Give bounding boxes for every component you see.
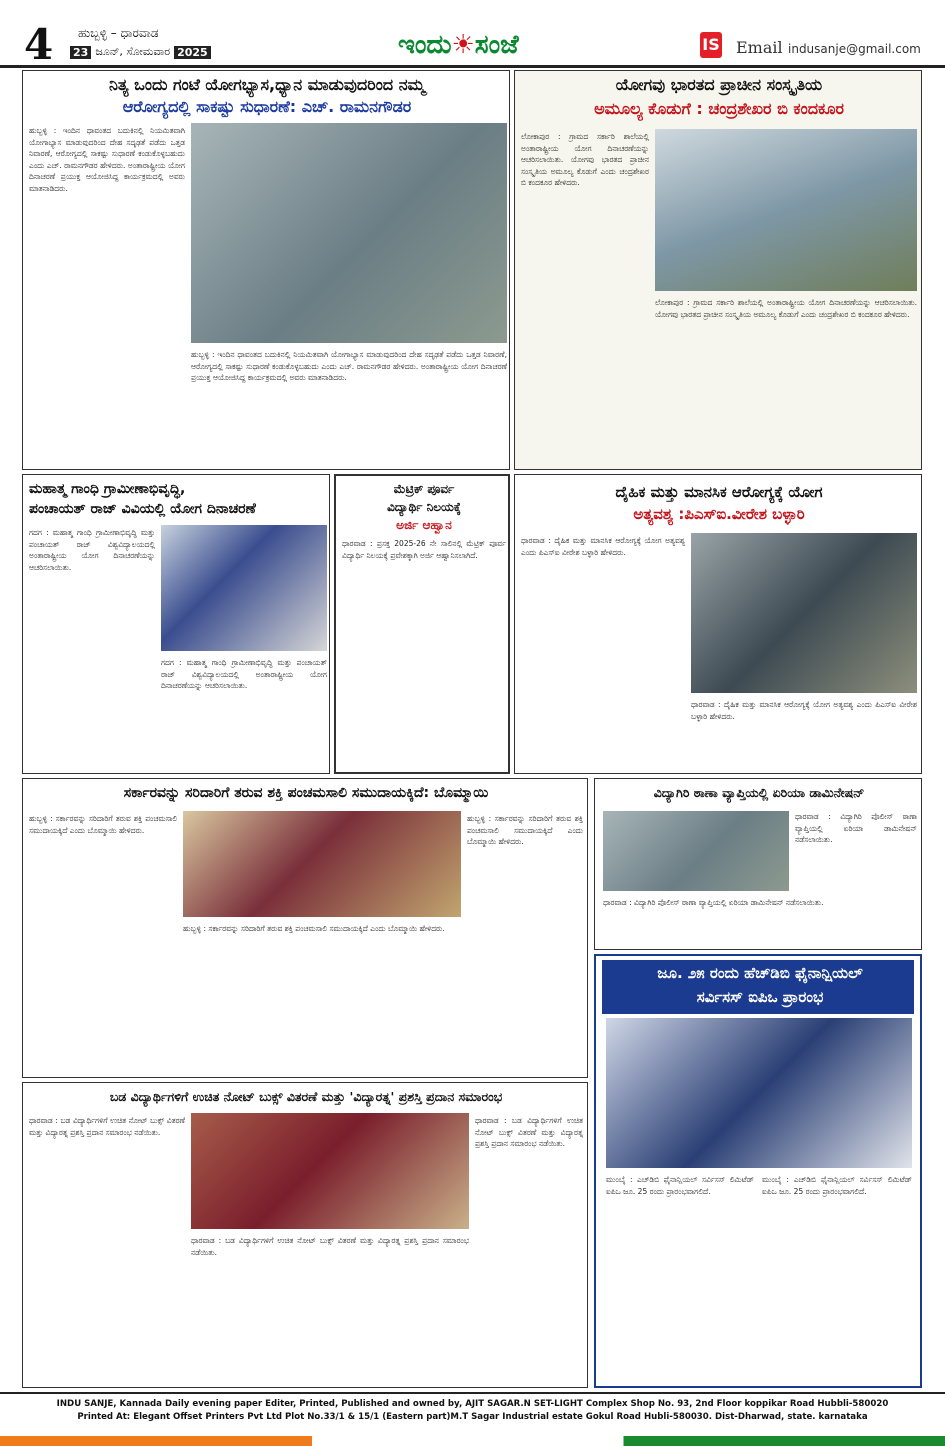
article-body: ಹುಬ್ಬಳ್ಳಿ : ಸರ್ಕಾರವನ್ನು ಸರಿದಾರಿಗೆ ತರುವ ಶಕ್ತಿ ಪಂಚಮಸಾಲಿ ಸಮುದಾಯಕ್ಕಿದೆ ಎಂದು ಬೊಮ್ಮಾಯಿ ಹೇಳಿದರು. <box>467 814 583 846</box>
group-photo <box>691 533 917 693</box>
felicitation-photo <box>183 811 461 917</box>
article-headline: ಯೋಗವು ಭಾರತದ ಪ್ರಾಚೀನ ಸಂಸ್ಕೃತಿಯ <box>615 75 823 94</box>
yoga-session-photo <box>191 123 507 343</box>
article-headline: ಬಡ ವಿದ್ಯಾರ್ಥಿಗಳಿಗೆ ಉಚಿತ ನೋಟ್ ಬುಕ್ಸ್ ವಿತರಣೆ ಮತ್ತು 'ವಿದ್ಯಾರತ್ನ' ಪ್ರಶಸ್ತಿ ಪ್ರದಾನ ಸಮಾರಂಭ <box>109 1089 503 1104</box>
article-body: ಹುಬ್ಬಳ್ಳಿ : ಇಂದಿನ ಧಾವಂತದ ಬದುಕಿನಲ್ಲಿ ನಿಯಮಿತವಾಗಿ ಯೋಗಾಭ್ಯಾಸ ಮಾಡುವುದರಿಂದ ದೇಹ ಸದೃಢತೆ ಪಡೆದು ಒತ್ತಡ ನಿವಾರಣೆ, ಆರೋಗ್ಯದಲ್ಲಿ ಸಾಕಷ್ಟು ಸುಧಾರಣೆ ಕಂಡುಕೊಳ್ಳಬಹುದು ಎಂದು ಎಚ್. ರಾಮನಗೌಡರ ಹೇಳಿದರು. ಅಂತಾರಾಷ್ಟ್ರೀಯ ಯೋಗ ದಿನಾಚರಣೆ ಪ್ರಯುಕ್ತ ಆಯೋಜಿಸಿದ್ದ ಕಾರ್ಯಕ್ರಮದಲ್ಲಿ ಅವರು ಮಾತನಾಡಿದರು. <box>29 126 185 193</box>
sun-icon: ☀ <box>451 30 475 60</box>
article-headline: ಸರ್ವಿಸಸ್ ಐಪಿಒ ಪ್ರಾರಂಭ <box>696 988 824 1006</box>
article-headline: ನಿತ್ಯ ಒಂದು ಗಂಟೆ ಯೋಗಭ್ಯಾಸ,ಧ್ಯಾನ ಮಾಡುವುದರಿಂದ ನಮ್ಮ <box>108 75 425 94</box>
date-text: ಜೂನ್, ಸೋಮವಾರ <box>95 45 171 58</box>
article-hdb-ipo <box>594 954 922 1388</box>
stage-event-photo <box>161 525 327 651</box>
article-headline: ವಿದ್ಯಾಗಿರಿ ಠಾಣಾ ವ್ಯಾಪ್ತಿಯಲ್ಲಿ ಏರಿಯಾ ಡಾಮಿನೇಷನ್ <box>653 785 865 800</box>
article-body: ಹುಬ್ಬಳ್ಳಿ : ಇಂದಿನ ಧಾವಂತದ ಬದುಕಿನಲ್ಲಿ ನಿಯಮಿತವಾಗಿ ಯೋಗಾಭ್ಯಾಸ ಮಾಡುವುದರಿಂದ ದೇಹ ಸದೃಢತೆ ಪಡೆದು ಒತ್ತಡ ನಿವಾರಣೆ, ಆರೋಗ್ಯದಲ್ಲಿ ಸಾಕಷ್ಟು ಸುಧಾರಣೆ ಕಂಡುಕೊಳ್ಳಬಹುದು ಎಂದು ಎಚ್. ರಾಮನಗೌಡರ ಹೇಳಿದರು. ಅಂತಾರಾಷ್ಟ್ರೀಯ ಯೋಗ ದಿನಾಚರಣೆ ಪ್ರಯುಕ್ತ ಆಯೋಜಿಸಿದ್ದ ಕಾರ್ಯಕ್ರಮದಲ್ಲಿ ಅವರು ಮಾತನಾಡಿದರು. <box>191 350 507 382</box>
article-body: ಹುಬ್ಬಳ್ಳಿ : ಸರ್ಕಾರವನ್ನು ಸರಿದಾರಿಗೆ ತರುವ ಶಕ್ತಿ ಪಂಚಮಸಾಲಿ ಸಮುದಾಯಕ್ಕಿದೆ ಎಂದು ಬೊಮ್ಮಾಯಿ ಹೇಳಿದರು. <box>29 814 177 835</box>
students-yoga-photo <box>655 129 917 291</box>
article-body: ಮುಂಬೈ : ಎಚ್‌ಡಿಬಿ ಫೈನಾನ್ಷಿಯಲ್ ಸರ್ವಿಸಸ್ ಲಿಮಿಟೆಡ್ ಐಪಿಒ ಜೂ. 25 ರಂದು ಪ್ರಾರಂಭವಾಗಲಿದೆ. <box>762 1175 912 1196</box>
article-yoga-ramanagoudar <box>22 70 510 470</box>
masthead <box>0 0 945 68</box>
edition-date <box>70 44 211 60</box>
article-hostel-application <box>334 474 510 774</box>
article-body: ಧಾರವಾಡ : ಪ್ರಸಕ್ತ 2025-26 ನೇ ಸಾಲಿನಲ್ಲಿ ಮೆಟ್ರಿಕ್ ಪೂರ್ವ ವಿದ್ಯಾರ್ಥಿ ನಿಲಯಕ್ಕೆ ಪ್ರವೇಶಕ್ಕಾಗಿ ಅರ್ಜಿ ಆಹ್ವಾನಿಸಲಾಗಿದೆ. <box>342 539 506 560</box>
article-headline: ದೈಹಿಕ ಮತ್ತು ಮಾನಸಿಕ ಆರೋಗ್ಯಕ್ಕೆ ಯೋಗ <box>615 483 823 501</box>
newspaper-logo: ಇಂದು☀ಸಂಜೆ <box>398 30 519 60</box>
article-headline: ಸರ್ಕಾರವನ್ನು ಸರಿದಾರಿಗೆ ತರುವ ಶಕ್ತಿ ಪಂಚಮಸಾಲಿ ಸಮುದಾಯಕ್ಕಿದೆ: ಬೊಮ್ಮಾಯಿ <box>123 785 489 801</box>
article-headline: ಅರ್ಜಿ ಆಹ್ವಾನ <box>396 518 452 532</box>
article-headline: ವಿದ್ಯಾರ್ಥಿ ನಿಲಯಕ್ಕೆ <box>387 500 461 514</box>
article-yoga-kandakoor <box>514 70 922 470</box>
article-headline: ಪಂಚಾಯತ್ ರಾಜ್ ವಿವಿಯಲ್ಲಿ ಯೋಗ ದಿನಾಚರಣೆ <box>29 501 256 517</box>
article-body: ಧಾರವಾಡ : ದೈಹಿಕ ಮತ್ತು ಮಾನಸಿಕ ಆರೋಗ್ಯಕ್ಕೆ ಯೋಗ ಅತ್ಯವಶ್ಯ ಎಂದು ಪಿಎಸ್‌ಐ ವೀರೇಶ ಬಳ್ಳಾರಿ ಹೇಳಿದರು. <box>521 536 685 557</box>
award-ceremony-photo <box>191 1113 469 1229</box>
article-headline: ಜೂ. ೨೫ ರಂದು ಹೆಚ್‌ಡಿಬಿ ಫೈನಾನ್ಷಿಯಲ್ <box>657 964 863 982</box>
email-label: Email <box>736 38 783 57</box>
article-body: ಧಾರವಾಡ : ವಿದ್ಯಾಗಿರಿ ಪೊಲೀಸ್ ಠಾಣಾ ವ್ಯಾಪ್ತಿಯಲ್ಲಿ ಏರಿಯಾ ಡಾಮಿನೇಷನ್ ನಡೆಸಲಾಯಿತು. <box>795 812 917 844</box>
article-body: ಧಾರವಾಡ : ಬಡ ವಿದ್ಯಾರ್ಥಿಗಳಿಗೆ ಉಚಿತ ನೋಟ್ ಬುಕ್ಸ್ ವಿತರಣೆ ಮತ್ತು ವಿದ್ಯಾರತ್ನ ಪ್ರಶಸ್ತಿ ಪ್ರದಾನ ಸಮಾರಂಭ ನಡೆಯಿತು. <box>191 1236 469 1257</box>
article-area-domination <box>594 778 922 950</box>
article-body: ಹುಬ್ಬಳ್ಳಿ : ಸರ್ಕಾರವನ್ನು ಸರಿದಾರಿಗೆ ತರುವ ಶಕ್ತಿ ಪಂಚಮಸಾಲಿ ಸಮುದಾಯಕ್ಕಿದೆ ಎಂದು ಬೊಮ್ಮಾಯಿ ಹೇಳಿದರು. <box>183 924 445 933</box>
date-year: 2025 <box>174 46 211 59</box>
imprint-footer <box>0 1392 945 1432</box>
edition-place: ಹುಬ್ಬಳ್ಳಿ – ಧಾರವಾಡ <box>78 26 159 40</box>
date-day: 23 <box>70 46 91 59</box>
article-panchamasali-bommai <box>22 778 588 1078</box>
article-body: ಧಾರವಾಡ : ಬಡ ವಿದ್ಯಾರ್ಥಿಗಳಿಗೆ ಉಚಿತ ನೋಟ್ ಬುಕ್ಸ್ ವಿತರಣೆ ಮತ್ತು ವಿದ್ಯಾರತ್ನ ಪ್ರಶಸ್ತಿ ಪ್ರದಾನ ಸಮಾರಂಭ ನಡೆಯಿತು. <box>475 1116 583 1148</box>
article-headline: ಅಮೂಲ್ಯ ಕೊಡುಗೆ : ಚಂದ್ರಶೇಖರ ಬಿ ಕಂದಕೂರ <box>594 99 844 118</box>
brand-icon: IS <box>700 32 722 58</box>
article-body: ಧಾರವಾಡ : ವಿದ್ಯಾಗಿರಿ ಪೊಲೀಸ್ ಠಾಣಾ ವ್ಯಾಪ್ತಿಯಲ್ಲಿ ಏರಿಯಾ ಡಾಮಿನೇಷನ್ ನಡೆಸಲಾಯಿತು. <box>603 898 824 907</box>
tricolor-stripe <box>0 1436 945 1446</box>
imprint-line-2: Printed At: Elegant Offset Printers Pvt Ltd Plot No.33/1 & 15/1 (Eastern part)M.T Sagar Industrial estate Gokul Road Hubli-580030. Dist-Dharwad, state. karnataka <box>77 1412 868 1422</box>
article-psi-veeresh <box>514 474 922 774</box>
article-headline: ಆರೋಗ್ಯದಲ್ಲಿ ಸಾಕಷ್ಟು ಸುಧಾರಣೆ: ಎಚ್. ರಾಮನಗೌಡರ <box>122 97 412 116</box>
article-body: ಧಾರವಾಡ : ಬಡ ವಿದ್ಯಾರ್ಥಿಗಳಿಗೆ ಉಚಿತ ನೋಟ್ ಬುಕ್ಸ್ ವಿತರಣೆ ಮತ್ತು ವಿದ್ಯಾರತ್ನ ಪ್ರಶಸ್ತಿ ಪ್ರದಾನ ಸಮಾರಂಭ ನಡೆಯಿತು. <box>29 1116 185 1137</box>
article-body: ಗದಗ : ಮಹಾತ್ಮ ಗಾಂಧಿ ಗ್ರಾಮೀಣಾಭಿವೃದ್ಧಿ ಮತ್ತು ಪಂಚಾಯತ್ ರಾಜ್ ವಿಶ್ವವಿದ್ಯಾಲಯದಲ್ಲಿ ಅಂತಾರಾಷ್ಟ್ರೀಯ ಯೋಗ ದಿನಾಚರಣೆಯನ್ನು ಆಚರಿಸಲಾಯಿತು. <box>161 658 327 690</box>
hdb-executives-photo <box>606 1018 912 1168</box>
imprint-line-1: INDU SANJE, Kannada Daily evening paper Editer, Printed, Published and owned by, AJIT SAGAR.N SET-LIGHT Complex Shop No. 93, 2nd Floor koppikar Road Hubbli-580020 <box>56 1399 889 1409</box>
article-body: ಲೋಕಾಪುರ : ಗ್ರಾಮದ ಸರ್ಕಾರಿ ಶಾಲೆಯಲ್ಲಿ ಅಂತಾರಾಷ್ಟ್ರೀಯ ಯೋಗ ದಿನಾಚರಣೆಯನ್ನು ಆಚರಿಸಲಾಯಿತು. ಯೋಗವು ಭಾರತದ ಪ್ರಾಚೀನ ಸಂಸ್ಕೃತಿಯ ಅಮೂಲ್ಯ ಕೊಡುಗೆ ಎಂದು ಚಂದ್ರಶೇಖರ ಬಿ ಕಂದಕೂರ ಹೇಳಿದರು. <box>521 132 649 187</box>
article-headline: ಮೆಟ್ರಿಕ್ ಪೂರ್ವ <box>393 482 455 496</box>
article-body: ಧಾರವಾಡ : ದೈಹಿಕ ಮತ್ತು ಮಾನಸಿಕ ಆರೋಗ್ಯಕ್ಕೆ ಯೋಗ ಅತ್ಯವಶ್ಯ ಎಂದು ಪಿಎಸ್‌ಐ ವೀರೇಶ ಬಳ್ಳಾರಿ ಹೇಳಿದರು. <box>691 700 917 721</box>
article-body: ಲೋಕಾಪುರ : ಗ್ರಾಮದ ಸರ್ಕಾರಿ ಶಾಲೆಯಲ್ಲಿ ಅಂತಾರಾಷ್ಟ್ರೀಯ ಯೋಗ ದಿನಾಚರಣೆಯನ್ನು ಆಚರಿಸಲಾಯಿತು. ಯೋಗವು ಭಾರತದ ಪ್ರಾಚೀನ ಸಂಸ್ಕೃತಿಯ ಅಮೂಲ್ಯ ಕೊಡುಗೆ ಎಂದು ಚಂದ್ರಶೇಖರ ಬಿ ಕಂದಕೂರ ಹೇಳಿದರು. <box>655 298 917 319</box>
article-body: ಗದಗ : ಮಹಾತ್ಮ ಗಾಂಧಿ ಗ್ರಾಮೀಣಾಭಿವೃದ್ಧಿ ಮತ್ತು ಪಂಚಾಯತ್ ರಾಜ್ ವಿಶ್ವವಿದ್ಯಾಲಯದಲ್ಲಿ ಅಂತಾರಾಷ್ಟ್ರೀಯ ಯೋಗ ದಿನಾಚರಣೆಯನ್ನು ಆಚರಿಸಲಾಯಿತು. <box>29 528 155 572</box>
article-headline: ಮಹಾತ್ಮ ಗಾಂಧಿ ಗ್ರಾಮೀಣಾಭಿವೃದ್ಧಿ, <box>29 481 186 497</box>
page-number: 4 <box>24 20 54 69</box>
article-rdpr-university-yoga <box>22 474 330 774</box>
article-body: ಮುಂಬೈ : ಎಚ್‌ಡಿಬಿ ಫೈನಾನ್ಷಿಯಲ್ ಸರ್ವಿಸಸ್ ಲಿಮಿಟೆಡ್ ಐಪಿಒ ಜೂ. 25 ರಂದು ಪ್ರಾರಂಭವಾಗಲಿದೆ. <box>606 1175 754 1196</box>
police-meeting-photo <box>603 811 789 891</box>
article-headline: ಅತ್ಯವಶ್ಯ :ಪಿಎಸ್‌ಐ.ವೀರೇಶ ಬಳ್ಳಾರಿ <box>633 505 805 523</box>
email-address[interactable]: indusanje@gmail.com <box>788 42 921 56</box>
article-notebook-distribution <box>22 1082 588 1388</box>
